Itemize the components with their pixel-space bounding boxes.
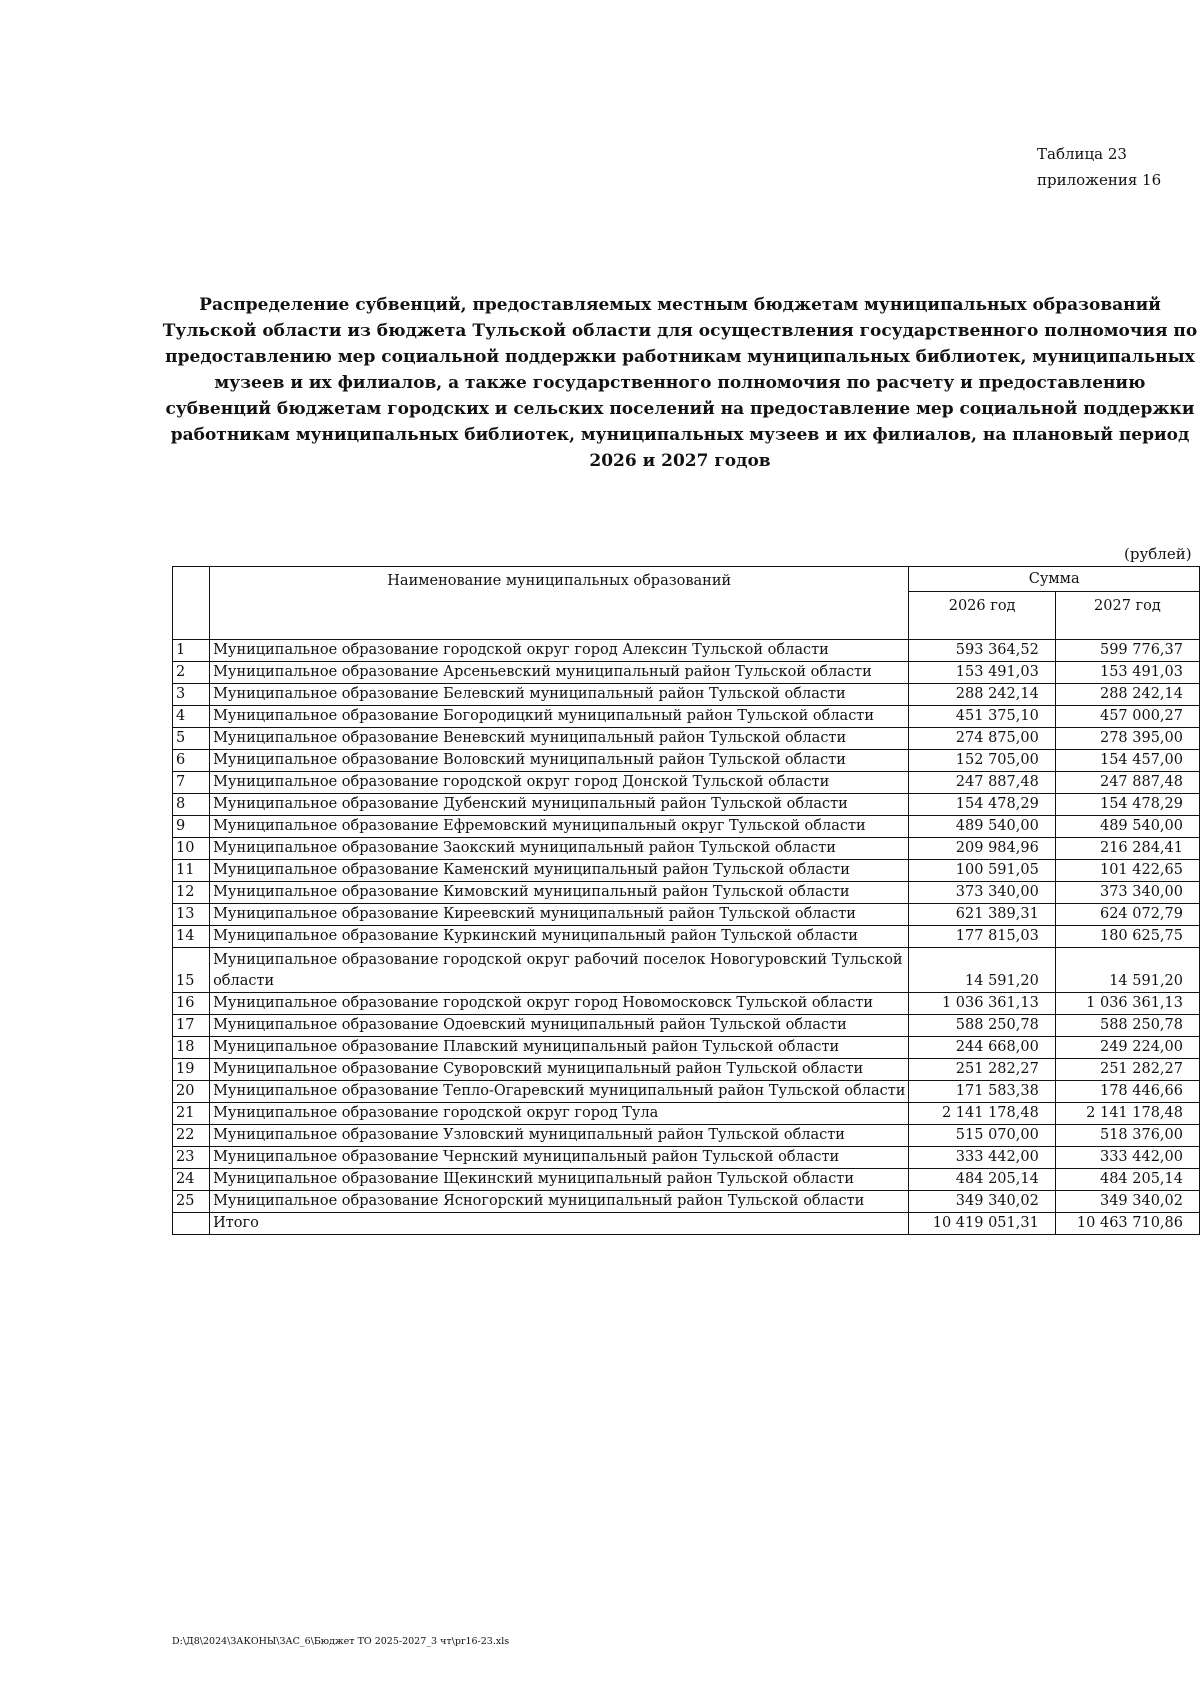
row-value-2026: 593 364,52 bbox=[909, 640, 1055, 662]
row-value-2026: 171 583,38 bbox=[909, 1081, 1055, 1103]
row-name: Муниципальное образование Веневский муниципальный район Тульской области bbox=[210, 728, 909, 750]
row-name: Муниципальное образование Киреевский муниципальный район Тульской области bbox=[210, 904, 909, 926]
row-number: 5 bbox=[173, 728, 210, 750]
table-row bbox=[173, 640, 1200, 662]
row-value-2026: 152 705,00 bbox=[909, 750, 1055, 772]
row-name: Муниципальное образование Куркинский муниципальный район Тульской области bbox=[210, 926, 909, 948]
row-name: Муниципальное образование Ясногорский муниципальный район Тульской области bbox=[210, 1191, 909, 1213]
header-number-cell bbox=[173, 567, 210, 640]
row-value-2027: 251 282,27 bbox=[1055, 1059, 1199, 1081]
row-number: 15 bbox=[173, 948, 210, 993]
table-row bbox=[173, 993, 1200, 1015]
header-name-cell: Наименование муниципальных образований bbox=[210, 567, 909, 640]
file-path-footer: D:\Д8\2024\ЗАКОНЫ\ЗАС_6\Бюджет ТО 2025-2027_3 чт\pr16-23.xls bbox=[172, 1636, 510, 1647]
header-sum-cell: Сумма bbox=[909, 567, 1200, 592]
table-row bbox=[173, 1037, 1200, 1059]
row-value-2027: 349 340,02 bbox=[1055, 1191, 1199, 1213]
row-value-2027: 2 141 178,48 bbox=[1055, 1103, 1199, 1125]
row-number: 4 bbox=[173, 706, 210, 728]
table-number-note bbox=[1037, 141, 1161, 193]
row-value-2027: 154 457,00 bbox=[1055, 750, 1199, 772]
row-number: 9 bbox=[173, 816, 210, 838]
row-value-2026: 333 442,00 bbox=[909, 1147, 1055, 1169]
total-label: Итого bbox=[210, 1213, 909, 1235]
row-number: 3 bbox=[173, 684, 210, 706]
total-number bbox=[173, 1213, 210, 1235]
table-row bbox=[173, 706, 1200, 728]
row-name: Муниципальное образование Каменский муниципальный район Тульской области bbox=[210, 860, 909, 882]
row-number: 2 bbox=[173, 662, 210, 684]
row-name: Муниципальное образование Воловский муниципальный район Тульской области bbox=[210, 750, 909, 772]
row-value-2026: 1 036 361,13 bbox=[909, 993, 1055, 1015]
table-row bbox=[173, 772, 1200, 794]
row-name: Муниципальное образование Одоевский муниципальный район Тульской области bbox=[210, 1015, 909, 1037]
table-row bbox=[173, 1147, 1200, 1169]
row-number: 20 bbox=[173, 1081, 210, 1103]
row-value-2026: 588 250,78 bbox=[909, 1015, 1055, 1037]
row-value-2026: 274 875,00 bbox=[909, 728, 1055, 750]
row-value-2027: 588 250,78 bbox=[1055, 1015, 1199, 1037]
row-value-2026: 251 282,27 bbox=[909, 1059, 1055, 1081]
row-number: 11 bbox=[173, 860, 210, 882]
row-number: 17 bbox=[173, 1015, 210, 1037]
row-value-2027: 14 591,20 bbox=[1055, 948, 1199, 993]
row-name: Муниципальное образование городской округ город Новомосковск Тульской области bbox=[210, 993, 909, 1015]
row-value-2026: 154 478,29 bbox=[909, 794, 1055, 816]
table-row bbox=[173, 794, 1200, 816]
table-row bbox=[173, 1103, 1200, 1125]
row-value-2027: 1 036 361,13 bbox=[1055, 993, 1199, 1015]
subventions-table bbox=[172, 566, 1200, 1235]
row-number: 24 bbox=[173, 1169, 210, 1191]
row-number: 19 bbox=[173, 1059, 210, 1081]
table-number: Таблица 23 bbox=[1037, 145, 1127, 163]
row-name: Муниципальное образование Арсеньевский муниципальный район Тульской области bbox=[210, 662, 909, 684]
row-number: 16 bbox=[173, 993, 210, 1015]
row-value-2027: 249 224,00 bbox=[1055, 1037, 1199, 1059]
row-number: 8 bbox=[173, 794, 210, 816]
row-value-2026: 209 984,96 bbox=[909, 838, 1055, 860]
header-year-2026: 2026 год bbox=[909, 592, 1055, 640]
row-value-2026: 247 887,48 bbox=[909, 772, 1055, 794]
row-name: Муниципальное образование Плавский муниципальный район Тульской области bbox=[210, 1037, 909, 1059]
row-value-2026: 244 668,00 bbox=[909, 1037, 1055, 1059]
table-row bbox=[173, 728, 1200, 750]
row-name: Муниципальное образование Богородицкий муниципальный район Тульской области bbox=[210, 706, 909, 728]
table-row bbox=[173, 1059, 1200, 1081]
row-number: 23 bbox=[173, 1147, 210, 1169]
table-row bbox=[173, 816, 1200, 838]
header-row bbox=[173, 567, 1200, 592]
table-row bbox=[173, 1169, 1200, 1191]
row-value-2026: 153 491,03 bbox=[909, 662, 1055, 684]
table-row bbox=[173, 1125, 1200, 1147]
document-title: Распределение субвенций, предоставляемых местным бюджетам муниципальных образований Тульской области из бюджета Тульской области для осуществления государственного полномочия по предоставлению мер социальной поддержки работникам муниципальных библиотек, муниципальных музеев и их филиалов, а также государственного полномочия по расчету и предоставлению субвенций бюджетам городских и сельских поселений на предоставление мер социальной поддержки работникам муниципальных библиотек, муниципальных музеев и их филиалов, на плановый период 2026 и 2027 годов bbox=[162, 295, 1198, 471]
row-number: 21 bbox=[173, 1103, 210, 1125]
table-row bbox=[173, 904, 1200, 926]
table-row bbox=[173, 948, 1200, 993]
total-2026: 10 419 051,31 bbox=[909, 1213, 1055, 1235]
row-value-2026: 489 540,00 bbox=[909, 816, 1055, 838]
row-name: Муниципальное образование Кимовский муниципальный район Тульской области bbox=[210, 882, 909, 904]
row-name: Муниципальное образование Чернский муниципальный район Тульской области bbox=[210, 1147, 909, 1169]
row-value-2027: 216 284,41 bbox=[1055, 838, 1199, 860]
row-value-2027: 373 340,00 bbox=[1055, 882, 1199, 904]
row-value-2027: 178 446,66 bbox=[1055, 1081, 1199, 1103]
total-2027: 10 463 710,86 bbox=[1055, 1213, 1199, 1235]
units-label: (рублей) bbox=[1124, 545, 1192, 563]
row-value-2027: 457 000,27 bbox=[1055, 706, 1199, 728]
row-name: Муниципальное образование городской округ город Донской Тульской области bbox=[210, 772, 909, 794]
row-value-2027: 624 072,79 bbox=[1055, 904, 1199, 926]
row-value-2026: 484 205,14 bbox=[909, 1169, 1055, 1191]
table-row bbox=[173, 926, 1200, 948]
row-name: Муниципальное образование Щекинский муниципальный район Тульской области bbox=[210, 1169, 909, 1191]
row-name: Муниципальное образование Заокский муниципальный район Тульской области bbox=[210, 838, 909, 860]
table-row bbox=[173, 662, 1200, 684]
row-number: 18 bbox=[173, 1037, 210, 1059]
row-number: 6 bbox=[173, 750, 210, 772]
row-value-2026: 100 591,05 bbox=[909, 860, 1055, 882]
row-value-2026: 373 340,00 bbox=[909, 882, 1055, 904]
header-year-2027: 2027 год bbox=[1055, 592, 1199, 640]
row-value-2027: 288 242,14 bbox=[1055, 684, 1199, 706]
row-number: 7 bbox=[173, 772, 210, 794]
table-row bbox=[173, 1191, 1200, 1213]
row-name: Муниципальное образование Белевский муниципальный район Тульской области bbox=[210, 684, 909, 706]
row-number: 13 bbox=[173, 904, 210, 926]
table-row bbox=[173, 1081, 1200, 1103]
row-value-2026: 621 389,31 bbox=[909, 904, 1055, 926]
table-row bbox=[173, 750, 1200, 772]
row-name: Муниципальное образование Суворовский муниципальный район Тульской области bbox=[210, 1059, 909, 1081]
row-number: 1 bbox=[173, 640, 210, 662]
row-value-2027: 278 395,00 bbox=[1055, 728, 1199, 750]
table-row bbox=[173, 684, 1200, 706]
appendix-number: приложения 16 bbox=[1037, 171, 1162, 189]
row-name: Муниципальное образование Тепло-Огаревский муниципальный район Тульской области bbox=[210, 1081, 909, 1103]
row-value-2026: 515 070,00 bbox=[909, 1125, 1055, 1147]
row-number: 10 bbox=[173, 838, 210, 860]
table-row bbox=[173, 838, 1200, 860]
row-name: Муниципальное образование Дубенский муниципальный район Тульской области bbox=[210, 794, 909, 816]
table-row bbox=[173, 882, 1200, 904]
row-value-2026: 451 375,10 bbox=[909, 706, 1055, 728]
table-row bbox=[173, 1015, 1200, 1037]
row-value-2026: 177 815,03 bbox=[909, 926, 1055, 948]
row-value-2026: 349 340,02 bbox=[909, 1191, 1055, 1213]
row-number: 12 bbox=[173, 882, 210, 904]
row-value-2027: 247 887,48 bbox=[1055, 772, 1199, 794]
row-value-2027: 154 478,29 bbox=[1055, 794, 1199, 816]
row-value-2026: 2 141 178,48 bbox=[909, 1103, 1055, 1125]
row-value-2026: 14 591,20 bbox=[909, 948, 1055, 993]
row-value-2027: 333 442,00 bbox=[1055, 1147, 1199, 1169]
row-name: Муниципальное образование городской округ рабочий поселок Новогуровский Тульской области bbox=[210, 948, 909, 993]
row-number: 14 bbox=[173, 926, 210, 948]
row-value-2027: 101 422,65 bbox=[1055, 860, 1199, 882]
row-value-2027: 484 205,14 bbox=[1055, 1169, 1199, 1191]
table-row bbox=[173, 860, 1200, 882]
row-name: Муниципальное образование городской округ город Тула bbox=[210, 1103, 909, 1125]
row-value-2027: 518 376,00 bbox=[1055, 1125, 1199, 1147]
row-name: Муниципальное образование Узловский муниципальный район Тульской области bbox=[210, 1125, 909, 1147]
row-name: Муниципальное образование городской округ город Алексин Тульской области bbox=[210, 640, 909, 662]
row-value-2026: 288 242,14 bbox=[909, 684, 1055, 706]
row-number: 25 bbox=[173, 1191, 210, 1213]
total-row bbox=[173, 1213, 1200, 1235]
row-value-2027: 153 491,03 bbox=[1055, 662, 1199, 684]
row-name: Муниципальное образование Ефремовский муниципальный округ Тульской области bbox=[210, 816, 909, 838]
row-value-2027: 180 625,75 bbox=[1055, 926, 1199, 948]
row-value-2027: 599 776,37 bbox=[1055, 640, 1199, 662]
row-value-2027: 489 540,00 bbox=[1055, 816, 1199, 838]
row-number: 22 bbox=[173, 1125, 210, 1147]
